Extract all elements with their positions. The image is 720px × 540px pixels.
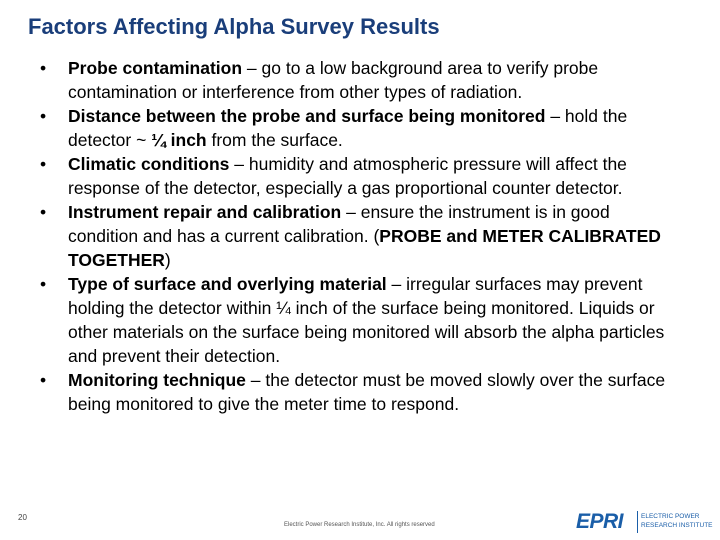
logo-text (641, 512, 713, 530)
bullet-emphasis: PROBE and METER CALIBRATED TOGETHER (68, 226, 661, 270)
bullet-text: – humidity and atmospheric pressure will affect the response of the detector, especially a gas proportional counter detector. (68, 154, 627, 198)
bullet-instrument-repair (28, 200, 678, 272)
bullet-text: – irregular surfaces may prevent holding the detector within ¼ inch of the surface being monitored. Liquids or other materials on the surface being monitored will absorb the alpha particles and prevent their detection. (68, 274, 665, 366)
page-number: 20 (18, 513, 27, 522)
bullet-term: Probe contamination (68, 58, 243, 78)
bullet-text: ) (164, 250, 171, 270)
bullet-surface-type (28, 272, 678, 368)
bullet-text: – the detector must be moved slowly over the surface being monitored to give the meter time to respond. (68, 370, 666, 414)
logo-line-1: ELECTRIC POWER (641, 513, 700, 520)
epri-logo (576, 508, 716, 536)
bullet-term: Type of surface and overlying material (68, 274, 387, 294)
bullet-text: – hold the detector ~ (68, 106, 628, 150)
bullet-term: Distance between the probe and surface being monitored (68, 106, 546, 126)
bullet-probe-contamination (28, 56, 678, 104)
bullet-text: – go to a low background area to verify probe contamination or interference from other types of radiation. (68, 58, 599, 102)
bullet-term: Monitoring technique (68, 370, 246, 390)
bullet-text: from the surface. (206, 130, 343, 150)
logo-line-2: RESEARCH INSTITUTE (641, 522, 713, 529)
slide-title: Factors Affecting Alpha Survey Results (28, 14, 440, 39)
footer-copyright: Electric Power Research Institute, Inc. All rights reserved (284, 522, 435, 528)
bullet-climatic-conditions (28, 152, 678, 200)
logo-divider (637, 511, 638, 533)
bullet-term: Instrument repair and calibration (68, 202, 342, 222)
bullet-list (28, 56, 678, 416)
logo-mark: EPRI (576, 510, 624, 533)
bullet-text: – ensure the instrument is in good condition and has a current calibration. ( (68, 202, 610, 246)
bullet-monitoring-technique (28, 368, 678, 416)
bullet-distance (28, 104, 678, 152)
bullet-emphasis: ¼ inch (151, 130, 207, 150)
bullet-term: Climatic conditions (68, 154, 230, 174)
